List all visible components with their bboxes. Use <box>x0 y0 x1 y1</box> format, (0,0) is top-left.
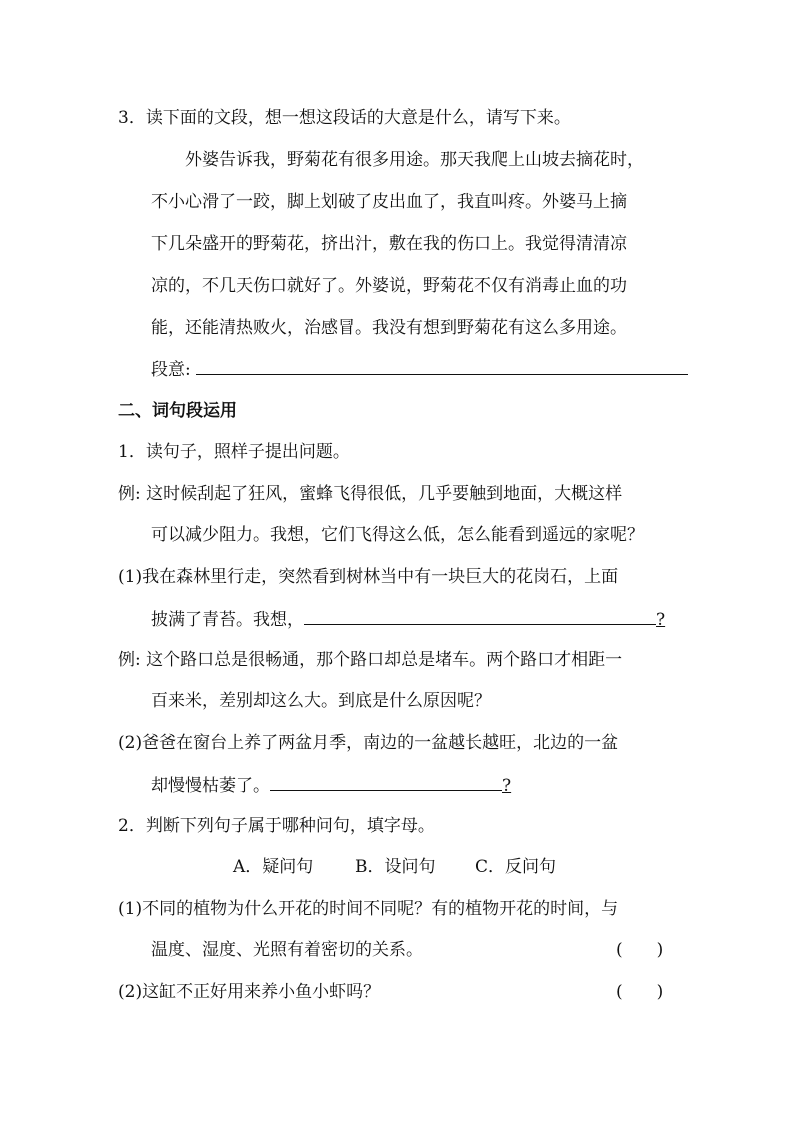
passage-summary-row <box>151 356 688 380</box>
q1-item2-question-mark: ? <box>502 776 512 796</box>
q2-item2-answer-paren[interactable]: ( ) <box>616 982 664 1002</box>
q2-option-c: C．反问句 <box>475 857 557 877</box>
q1-item1-answer-blank[interactable] <box>304 606 656 625</box>
passage-line-3: 下几朵盛开的野菊花，挤出汁，敷在我的伤口上。我觉得清清凉 <box>151 234 627 254</box>
q1-item2-text: 却慢慢枯萎了。 <box>151 776 270 796</box>
summary-label: 段意: <box>151 360 191 380</box>
q1-prompt: 1．读句子，照样子提出问题。 <box>118 442 350 462</box>
passage-line-1: 外婆告诉我，野菊花有很多用途。那天我爬上山坡去摘花时， <box>185 150 644 170</box>
q2-item1-line-1: (1)不同的植物为什么开花的时间不同呢？有的植物开花的时间，与 <box>118 899 619 919</box>
question-3-prompt: 3．读下面的文段，想一想这段话的大意是什么，请写下来。 <box>118 108 571 128</box>
passage-line-4: 凉的，不几天伤口就好了。外婆说，野菊花不仅有消毒止血的功 <box>151 276 627 296</box>
passage-line-2: 不小心滑了一跤，脚上划破了皮出血了，我直叫疼。外婆马上摘 <box>151 192 627 212</box>
q2-option-b: B．设问句 <box>355 857 436 877</box>
q1-item1-row <box>151 606 665 630</box>
q1-example2-line-1: 例: 这个路口总是很畅通，那个路口却总是堵车。两个路口才相距一 <box>118 650 623 670</box>
passage-line-5: 能，还能清热败火，治感冒。我没有想到野菊花有这么多用途。 <box>151 318 627 338</box>
summary-answer-blank[interactable] <box>196 356 688 375</box>
q1-example2-line-2: 百来米，差别却这么大。到底是什么原因呢？ <box>151 691 491 711</box>
q1-item1-text: 披满了青苔。我想， <box>151 610 304 630</box>
q1-item2-row <box>151 772 511 796</box>
part-2-heading: 二、词句段运用 <box>118 401 237 421</box>
q2-item2-line: (2)这缸不正好用来养小鱼小虾吗？ <box>118 982 381 1002</box>
q2-option-a: A．疑问句 <box>233 857 314 877</box>
q1-example1-line-1: 例: 这时候刮起了狂风，蜜蜂飞得很低，几乎要触到地面，大概这样 <box>118 484 623 504</box>
q2-prompt: 2．判断下列句子属于哪种问句，填字母。 <box>118 816 435 836</box>
q1-item1-question-mark: ? <box>656 610 666 630</box>
q1-item1-line-1: (1)我在森林里行走，突然看到树林当中有一块巨大的花岗石，上面 <box>118 567 619 587</box>
q2-item1-line-2: 温度、湿度、光照有着密切的关系。 <box>151 940 423 960</box>
q2-item1-answer-paren[interactable]: ( ) <box>616 940 664 960</box>
q1-item2-answer-blank[interactable] <box>270 772 502 791</box>
q1-example1-line-2: 可以减少阻力。我想，它们飞得这么低，怎么能看到遥远的家呢？ <box>151 525 644 545</box>
q1-item2-line-1: (2)爸爸在窗台上养了两盆月季，南边的一盆越长越旺，北边的一盆 <box>118 733 619 753</box>
